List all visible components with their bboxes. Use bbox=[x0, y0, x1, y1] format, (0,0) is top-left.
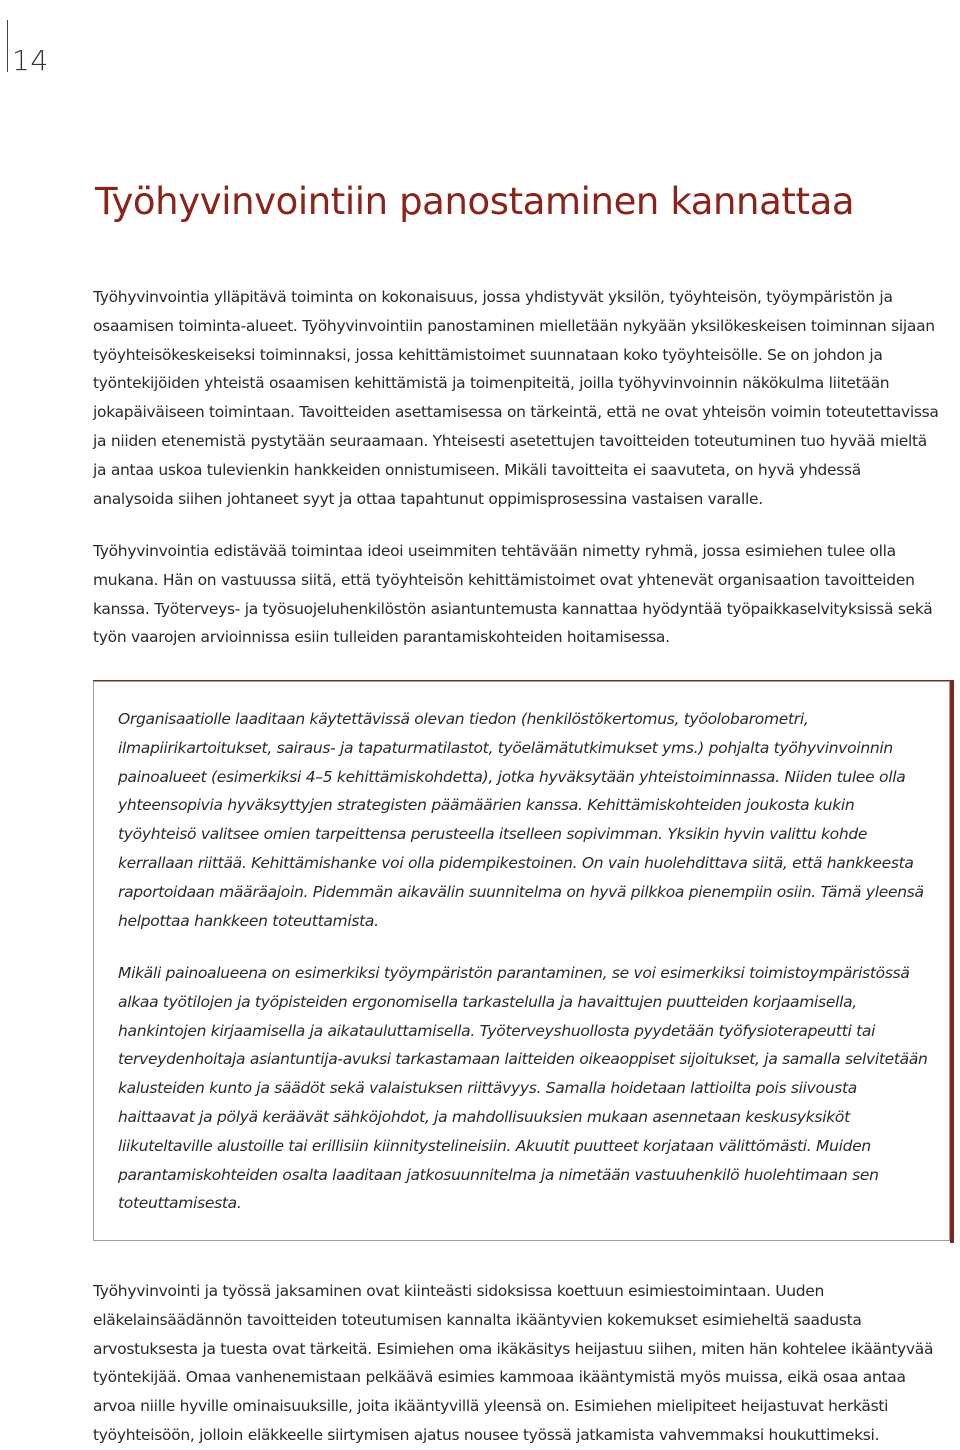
page-number-rule bbox=[7, 20, 8, 72]
callout-paragraph-1: Organisaatiolle laaditaan käytettävissä olevan tiedon (henkilöstökertomus, työolobarometri, ilmapiirikartoitukset, sairaus- ja tapaturmatilastot, työelämätutkimukset yms.) pohjalta työhyvinvoinnin painoalueet (esimerkiksi 4–5 kehittämiskohdetta), jotka hyväksytään yhteistoiminnassa. Niiden tulee olla yhteensopivia hyväksyttyjen strategisten päämäärien kanssa. Kehittämiskohteiden joukosta kukin työyhteisö valitsee omien tarpeittensa perusteella itselleen sopivimman. Yksikin hyvin valittu kohde kerrallaan riittää. Kehittämishanke voi olla pidempikestoinen. On vain huolehdittava siitä, että hankkeesta raportoidaan määräajoin. Pidemmän aikavälin suunnitelma on hyvä pilkkoa pienempiin osiin. Tämä yleensä helpottaa hankkeen toteuttamista. bbox=[118, 710, 924, 930]
body-paragraph-3: Työhyvinvointi ja työssä jaksaminen ovat kiinteästi sidoksissa koettuun esimiestoimintaan. Uuden eläkelainsäädännön tavoitteiden toteutumisen kannalta ikääntyvien kokemukset esimieheltä saadusta arvostuksesta ja tuesta ovat tärkeitä. Esimiehen oma ikäkäsitys heijastuu siihen, miten hän kohtelee ikääntyvää työntekijää. Omaa vanhenemistaan pelkäävä esimies kammoaa ikääntymistä myös muissa, eikä osaa antaa arvoa niille hyville ominaisuuksille, joita ikääntyvillä yleensä on. Esimiehen mielipiteet heijastuvat herkästi työyhteisöön, jolloin eläkkeelle siirtymisen ajatus nousee työssä jatkamista vahvemmaksi houkuttimeksi. bbox=[93, 1282, 934, 1444]
callout-accent-right-border bbox=[950, 680, 954, 1243]
callout-box bbox=[93, 681, 950, 1241]
body-paragraph-2: Työhyvinvointia edistävää toimintaa ideoi useimmiten tehtävään nimetty ryhmä, jossa esimiehen tulee olla mukana. Hän on vastuussa siitä, että työyhteisön kehittämistoimet ovat yhtenevät organisaation tavoitteiden kanssa. Työterveys- ja työsuojeluhenkilöstön asiantuntemusta kannattaa hyödyntää työpaikkaselvityksissä sekä työn vaarojen arvioinnissa esiin tulleiden parantamiskohteiden hoitamisessa. bbox=[93, 542, 933, 647]
page-number: 14 bbox=[12, 44, 49, 77]
body-paragraph-1: Työhyvinvointia ylläpitävä toiminta on kokonaisuus, jossa yhdistyvät yksilön, työyhteisön, työympäristön ja osaamisen toiminta-alueet. Työhyvinvointiin panostaminen mielletään nykyään yksilökeskeisen toiminnan sijaan työyhteisökeskeiseksi toiminnaksi, jossa kehittämistoimet suunnataan koko työyhteisölle. Se on johdon ja työntekijöiden yhteistä osaamisen kehittämistä ja toimenpiteitä, joilla työhyvinvoinnin näkökulma liitetään jokapäiväiseen toimintaan. Tavoitteiden asettamisessa on tärkeintä, että ne ovat yhteisön voimin toteutettavissa ja niiden etenemistä pystytään seuraamaan. Yhteisesti asetettujen tavoitteiden toteutuminen tuo hyvää mieltä ja antaa uskoa tulevienkin hankkeiden onnistumiseen. Mikäli tavoitteita ei saavuteta, on hyvä yhdessä analysoida siihen johtaneet syyt ja ottaa tapahtunut oppimisprosessina vastaisen varalle. bbox=[93, 288, 939, 508]
page-title: Työhyvinvointiin panostaminen kannattaa bbox=[95, 180, 855, 223]
callout-paragraph-2: Mikäli painoalueena on esimerkiksi työympäristön parantaminen, se voi esimerkiksi toimistoympäristössä alkaa työtilojen ja työpisteiden ergonomisella tarkastelulla ja havaittujen puutteiden korjaamisella, hankintojen kirjaamisella ja aikatauluttamisella. Työterveyshuollosta pyydetään työfysioterapeutti tai terveydenhoitaja asiantuntija-avuksi tarkastamaan laitteiden oikeaoppiset sijoitukset, ja samalla selvitetään kalusteiden kunto ja säädöt sekä valaistuksen riittävyys. Samalla hoidetaan lattioilta pois siivousta haittaavat ja pölyä keräävät sähköjohdot, ja mahdollisuuksien mukaan asennetaan keskusyksiköt liikuteltaville alustoille tai erillisiin kiinnitystelineisiin. Akuutit puutteet korjataan välittömästi. Muiden parantamiskohteiden osalta laaditaan jatkosuunnitelma ja nimetään vastuuhenkilö huolehtimaan sen toteuttamisesta. bbox=[118, 964, 928, 1213]
